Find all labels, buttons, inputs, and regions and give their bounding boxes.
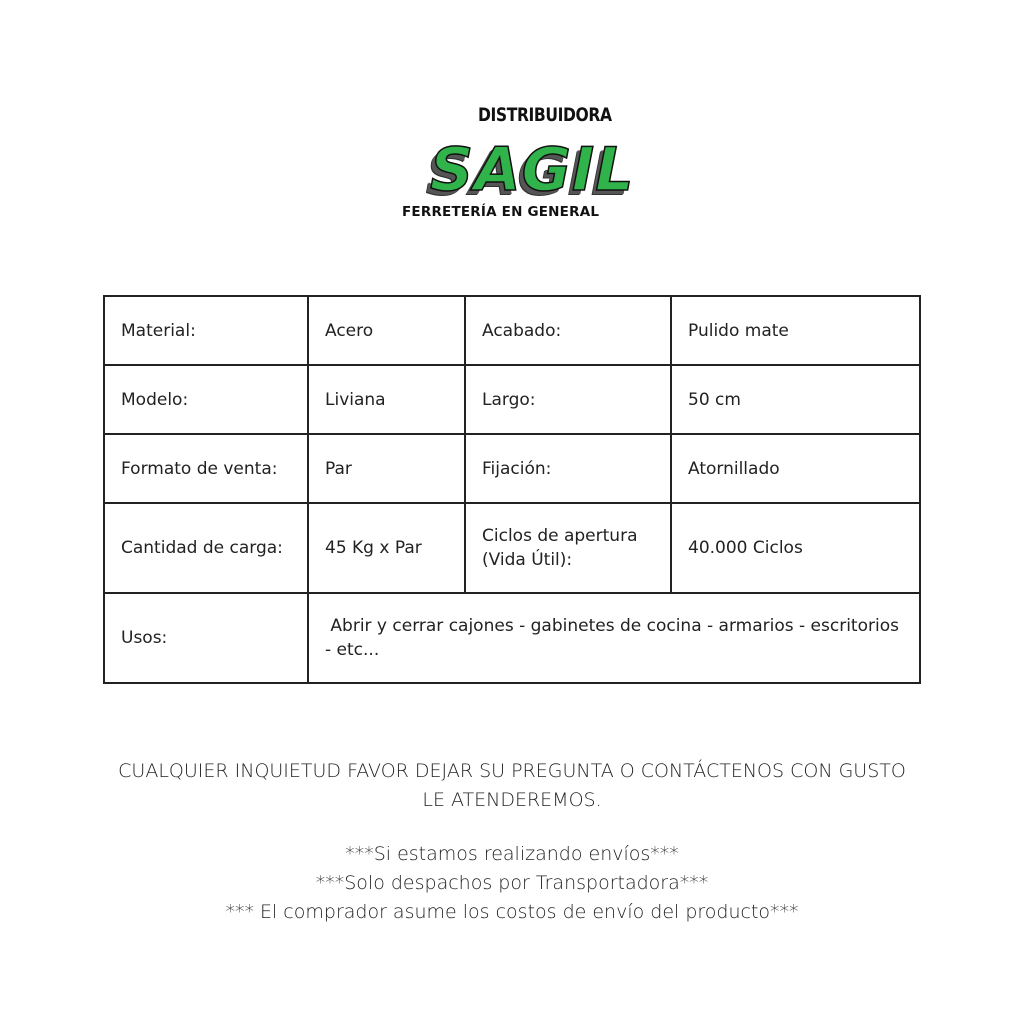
spec-label: Largo: [465,365,671,434]
shipping-line: ***Si estamos realizando envíos*** [345,843,679,865]
table-row [104,434,920,503]
spec-value: Pulido mate [671,296,920,365]
usos-value: Abrir y cerrar cajones - gabinetes de cocina - armarios - escritorios - etc... [308,593,920,683]
spec-value: Liviana [308,365,465,434]
brand-logo [400,96,635,226]
spec-label: Modelo: [104,365,308,434]
shipping-notice [60,840,964,927]
spec-value: 50 cm [671,365,920,434]
contact-notice [60,757,964,815]
table-row [104,593,920,683]
spec-label: Formato de venta: [104,434,308,503]
spec-table [103,295,921,684]
shipping-line: *** El comprador asume los costos de envío del producto*** [225,901,799,923]
spec-label: Ciclos de apertura (Vida Útil): [465,503,671,593]
spec-value: Par [308,434,465,503]
spec-value: Atornillado [671,434,920,503]
spec-label: Material: [104,296,308,365]
table-row [104,296,920,365]
spec-label: Usos: [104,593,308,683]
spec-value: 40.000 Ciclos [671,503,920,593]
notice-line: LE ATENDEREMOS. [422,789,602,811]
shipping-line: ***Solo despachos por Transportadora*** [315,872,709,894]
logo-distribuidora-text: DISTRIBUIDORA [478,104,612,126]
spec-label: Cantidad de carga: [104,503,308,593]
spec-value: 45 Kg x Par [308,503,465,593]
table-row [104,503,920,593]
logo-tagline: FERRETERÍA EN GENERAL [402,204,600,220]
notice-line: CUALQUIER INQUIETUD FAVOR DEJAR SU PREGUNTA O CONTÁCTENOS CON GUSTO [118,760,906,782]
spec-label: Fijación: [465,434,671,503]
logo-sagil-text: SAGIL [430,135,635,205]
spec-label: Acabado: [465,296,671,365]
spec-value: Acero [308,296,465,365]
table-row [104,365,920,434]
